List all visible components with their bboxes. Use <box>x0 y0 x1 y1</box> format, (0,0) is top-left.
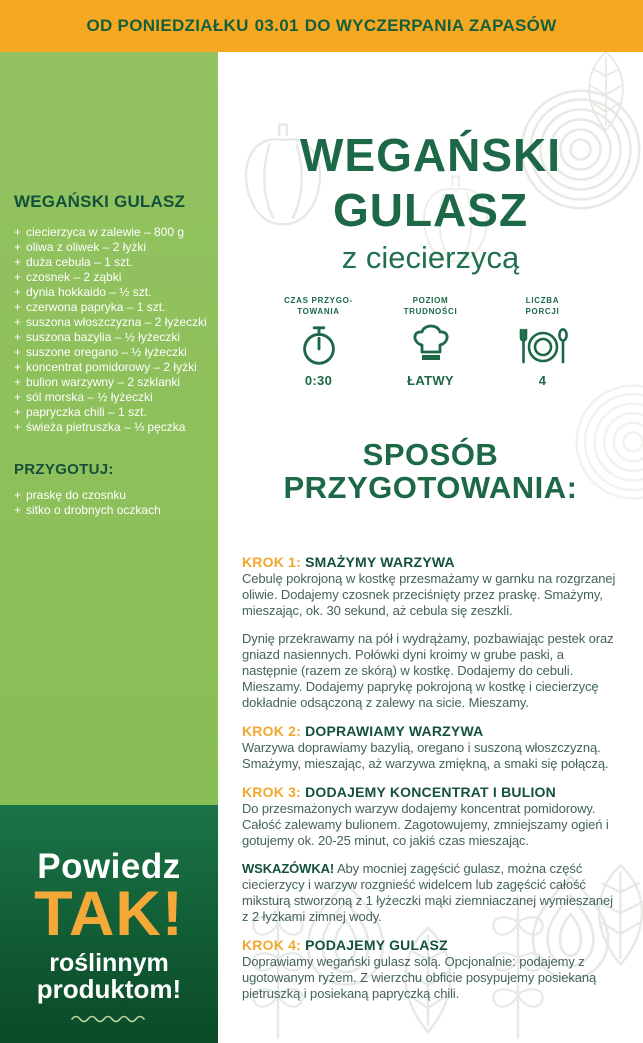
recipe-title <box>218 128 643 238</box>
ingredient-item: + sól morska – ½ łyżeczki <box>14 390 153 404</box>
banner-prefix: OD PONIEDZIAŁKU <box>86 16 249 35</box>
stopwatch-icon <box>275 322 363 370</box>
chef-hat-icon <box>387 322 475 370</box>
prepare-item: + praskę do czosnku <box>14 488 127 502</box>
ingredient-item: + ciecierzyca w zalewie – 800 g <box>14 225 185 239</box>
recipe-title-line2: GULASZ <box>332 184 529 237</box>
method-title-line1: SPOSÓB <box>362 437 499 473</box>
step-paragraph: Warzywa doprawiamy bazylią, oregano i suszoną włoszczyzną. Smażymy, mieszając, aż warzywa zmiękną, a smaki się połączą. <box>242 740 609 772</box>
info-prep-time <box>275 296 363 388</box>
step-paragraph: Cebulę pokrojoną w kostkę przesmażamy w garnku na rozgrzanej oliwie. Dodajemy czosnek przeciśnięty przez praskę. Smażymy, mieszając, ok. 30 sekund, aż cebula się zeszkli. <box>242 571 616 619</box>
banner-suffix: DO WYCZERPANIA ZAPASÓW <box>304 16 557 35</box>
info-difficulty <box>387 296 475 388</box>
step-1 <box>242 554 621 711</box>
prepare-list <box>14 488 212 518</box>
ingredients-sidebar <box>0 52 218 1043</box>
recipe-title-line1: WEGAŃSKI <box>300 129 561 181</box>
prep-time-value: 0:30 <box>304 373 333 389</box>
ingredients-section <box>0 52 218 518</box>
ingredient-item: + bulion warzywny – 2 szklanki <box>14 375 181 389</box>
tip-label: WSKAZÓWKA! <box>242 861 335 877</box>
ingredient-item: + papryczka chili – 1 szt. <box>14 405 147 419</box>
ingredient-item: + koncentrat pomidorowy – 2 łyżki <box>14 360 197 374</box>
ingredient-item: + suszona włoszczyzna – 2 łyżeczki <box>14 315 207 329</box>
step-label: KROK 3: <box>242 784 301 801</box>
ingredient-item: + suszone oregano – ½ łyżeczki <box>14 345 187 359</box>
info-servings <box>499 296 587 388</box>
prepare-title: PRZYGOTUJ: <box>14 461 114 478</box>
promo-line-powiedz: Powiedz <box>37 847 181 886</box>
info-label-line: TRUDNOŚCI <box>403 306 458 316</box>
step-title: SMAŻYMY WARZYWA <box>305 554 455 571</box>
step-label: KROK 2: <box>242 723 301 740</box>
step-title: PODAJEMY GULASZ <box>305 937 448 954</box>
ingredient-item: + duża cebula – 1 szt. <box>14 255 133 269</box>
step-4 <box>242 937 621 1002</box>
promo-banner <box>0 0 643 52</box>
decor-leaf-outline <box>566 52 643 136</box>
ingredient-item: + suszona bazylia – ½ łyżeczki <box>14 330 181 344</box>
plate-cutlery-icon <box>499 322 587 370</box>
step-2 <box>242 723 621 772</box>
recipe-subtitle: z ciecierzycą <box>341 240 520 276</box>
difficulty-value: ŁATWY <box>407 373 454 389</box>
step-paragraph: Do przesmażonych warzyw dodajemy koncentrat pomidorowy. Całość zalewamy bulionem. Zagotowujemy, zmniejszamy ogień i gotujemy ok. 20-25 minut, co jakiś czas mieszając. <box>242 801 609 849</box>
ingredient-item: + dynia hokkaido – ½ szt. <box>14 285 152 299</box>
promo-block <box>0 805 218 1043</box>
step-paragraph: Doprawiamy wegański gulasz solą. Opcjonalnie: podajemy z ugotowanym ryżem. Z wierzchu obficie posypujemy posiekaną pietruszką i posiekaną papryczką chili. <box>242 954 597 1002</box>
info-label-line: TOWANIA <box>297 306 340 316</box>
info-label-line: POZIOM <box>412 296 449 306</box>
step-label: KROK 1: <box>242 554 301 571</box>
recipe-info-row <box>218 296 643 388</box>
ingredient-item: + czerwona papryka – 1 szt. <box>14 300 166 314</box>
tip-note <box>242 861 621 925</box>
info-label-line: PORCJI <box>525 306 560 316</box>
promo-line-roslinnym: roślinnym <box>49 948 169 977</box>
method-title-line2: PRZYGOTOWANIA: <box>283 470 578 506</box>
step-title: DODAJEMY KONCENTRAT I BULION <box>305 784 556 801</box>
prepare-item: + sitko o drobnych oczkach <box>14 503 161 517</box>
step-3 <box>242 784 621 849</box>
promo-line-tak: TAK! <box>34 879 184 949</box>
tip-text: Aby mocniej zagęścić gulasz, można część ciecierzycy i warzyw rozgnieść widelcem lub zagęścić całość miksturą stworzoną z 1 łyżeczki mąki ziemniaczanej wymieszanej z 2 łyżkami zimnej wody. <box>242 861 613 925</box>
ingredient-item: + czosnek – 2 ząbki <box>14 270 122 284</box>
method-steps <box>218 504 643 1002</box>
banner-date: 03.01 <box>254 16 299 35</box>
ingredient-item: + oliwa z oliwek – 2 łyżki <box>14 240 147 254</box>
info-label-line: LICZBA <box>525 296 560 306</box>
promo-line-produktom: produktom! <box>36 974 182 1005</box>
info-label-line: CZAS PRZYGO- <box>284 296 353 306</box>
step-paragraph: Dynię przekrawamy na pół i wydrążamy, pozbawiając pestek oraz gniazd nasiennych. Połówki dyni kroimy w grube paski, a następnie (razem ze skórą) w kostkę. Dodajemy do cebuli. Mieszamy. Dodajemy paprykę pokrojoną w kostkę i ciecierzycę dokładnie odsączoną z zalewy na sicie. Mieszamy. <box>242 631 614 711</box>
step-title: DOPRAWIAMY WARZYWA <box>305 723 484 740</box>
ingredient-item: + świeża pietruszka – ⅓ pęczka <box>14 420 186 434</box>
step-label: KROK 4: <box>242 937 301 954</box>
ingredients-list <box>14 225 212 435</box>
wavy-line-decoration <box>70 1012 148 1024</box>
recipe-main <box>218 52 643 1043</box>
method-section-title <box>218 438 643 504</box>
ingredients-title: WEGAŃSKI GULASZ <box>14 192 186 211</box>
servings-value: 4 <box>538 373 547 389</box>
